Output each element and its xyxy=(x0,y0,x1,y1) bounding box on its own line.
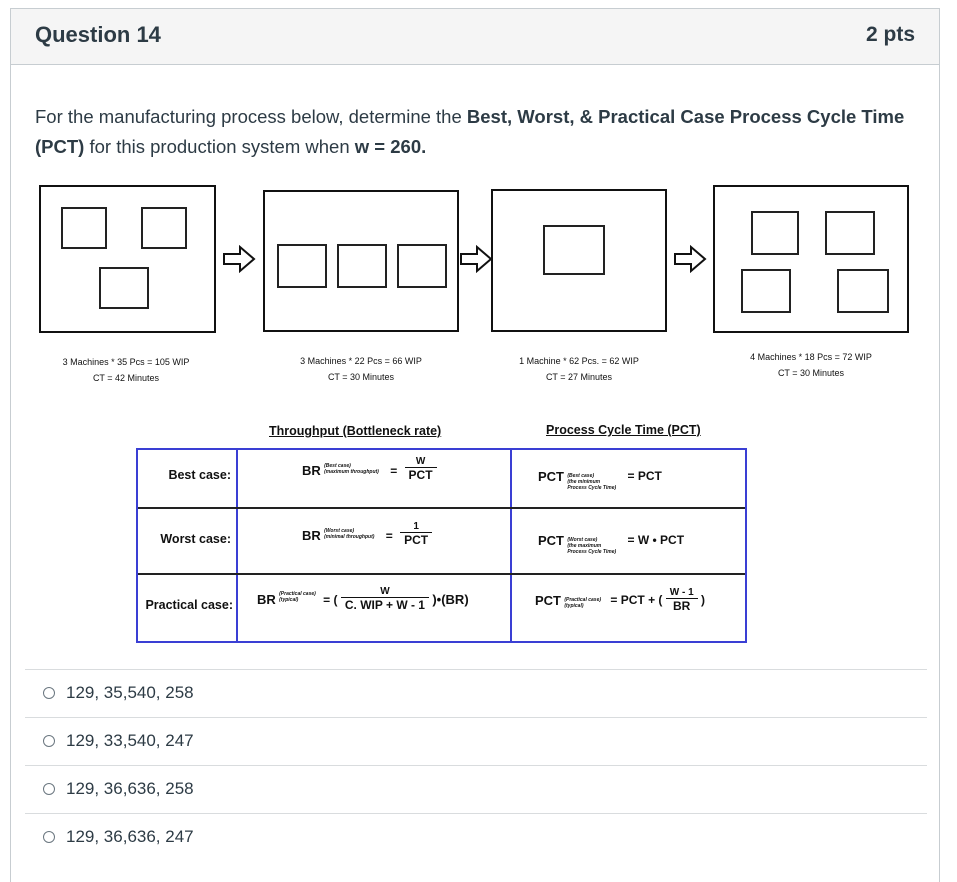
pct-practical-formula: PCT (Practical case) (typical) = PCT + ( $\frac{W - 1}{BR}$ ) xyxy=(535,587,705,613)
answer-label[interactable]: 129, 33,540, 247 xyxy=(66,731,194,750)
answer-option[interactable] xyxy=(25,717,927,765)
station-2-label: 3 Machines * 22 Pcs = 66 WIP CT = 30 Minutes xyxy=(300,356,422,382)
question-card xyxy=(10,8,940,882)
answer-option[interactable] xyxy=(25,669,927,717)
station-4-label: 4 Machines * 18 Pcs = 72 WIP CT = 30 Minutes xyxy=(750,352,872,378)
answer-label[interactable]: 129, 36,636, 258 xyxy=(66,779,194,798)
station-1-label: 3 Machines * 35 Pcs = 105 WIP CT = 42 Minutes xyxy=(62,357,190,383)
question-title: Question 14 xyxy=(35,22,161,47)
row-label-worst: Worst case: xyxy=(160,532,231,546)
throughput-header: Throughput (Bottleneck rate) xyxy=(269,424,442,438)
radio-button[interactable] xyxy=(43,687,55,699)
br-worst-formula: BR (Worst case) (minimal throughput) = $\frac{1}{\text{PCT}}$ xyxy=(302,527,432,547)
radio-button[interactable] xyxy=(43,735,55,747)
answer-option[interactable] xyxy=(25,765,927,813)
process-figure xyxy=(11,177,941,647)
row-label-practical: Practical case: xyxy=(145,598,233,612)
pct-best-formula: PCT (Best case) (the minimum Process Cycle Time) = PCT xyxy=(538,469,662,491)
question-points: 2 pts xyxy=(865,23,915,46)
question-prompt: For the manufacturing process below, determine the Best, Worst, & Practical Case Process Cycle Time (PCT) for this production system when w = 260. xyxy=(35,106,905,157)
answer-option[interactable] xyxy=(25,813,927,861)
question-header xyxy=(11,9,939,65)
br-practical-formula: BR (Practical case) (typical) = ( $\frac{W}{\text{C. WIP + W - 1}}$ )•(BR) xyxy=(257,586,469,612)
answer-label[interactable]: 129, 36,636, 247 xyxy=(66,827,194,846)
pct-header: Process Cycle Time (PCT) xyxy=(546,423,701,437)
br-best-formula: BR (Best case) (maximum throughput) = $\frac{W}{\text{PCT}}$ xyxy=(302,462,437,482)
answer-label[interactable]: 129, 35,540, 258 xyxy=(66,683,194,702)
radio-button[interactable] xyxy=(43,783,55,795)
answer-options xyxy=(11,669,941,861)
radio-button[interactable] xyxy=(43,831,55,843)
station-3-label: 1 Machine * 62 Pcs. = 62 WIP CT = 27 Minutes xyxy=(519,356,639,382)
pct-worst-formula: PCT (Worst case) (the maximum Process Cycle Time) = W • PCT xyxy=(538,533,685,555)
formula-table-grid xyxy=(11,177,941,647)
row-label-best: Best case: xyxy=(168,468,231,482)
